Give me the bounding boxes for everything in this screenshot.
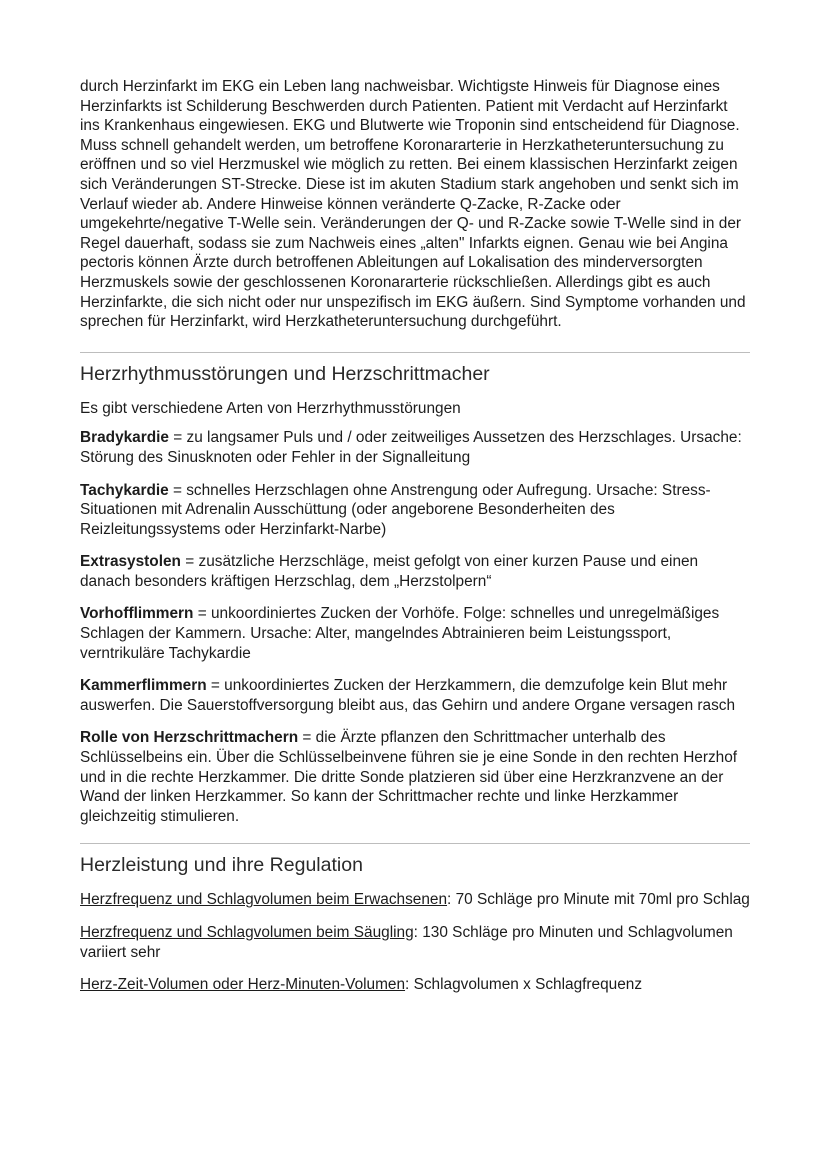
definition-item bbox=[80, 428, 750, 467]
fact-item bbox=[80, 890, 750, 910]
definition-item bbox=[80, 676, 750, 715]
definition-text: = zu langsamer Puls und / oder zeitweiliges Aussetzen des Herzschlages. Ursache: Störung des Sinusknoten oder Fehler in der Signalleitung bbox=[80, 429, 742, 466]
definition-term: Kammerflimmern bbox=[80, 677, 207, 695]
fact-item bbox=[80, 923, 750, 962]
definition-text: = unkoordiniertes Zucken der Herzkammern, die demzufolge kein Blut mehr auswerfen. Die Sauerstoffversorgung bleibt aus, das Gehirn und andere Organe versagen rasch bbox=[80, 677, 736, 714]
definition-text: = schnelles Herzschlagen ohne Anstrengung oder Aufregung. Ursache: Stress-Situationen mit Adrenalin Ausschüttung (oder angeborene Besonderheiten des Reizleitungssystems oder Herzinfarkt-Narbe) bbox=[80, 481, 711, 538]
definition-text: = die Ärzte pflanzen den Schrittmacher unterhalb des Schlüsselbeins ein. Über die Schlüsselbeinvene führen sie je eine Sonde in den rechten Herzhof und in die rechte Herzkammer. Die dritte Sonde platzieren sid über eine Herzkranzvene an der Wand der linken Herzkammer. So kann der Schrittmacher rechte und linke Herzkammer gleichzeitig stimulieren. bbox=[80, 729, 738, 825]
section-divider bbox=[80, 843, 750, 844]
document-page bbox=[80, 77, 750, 1008]
definition-term: Vorhofflimmern bbox=[80, 605, 194, 623]
definition-text: = zusätzliche Herzschläge, meist gefolgt von einer kurzen Pause und einen danach besonders kräftigen Herzschlag, dem „Herzstolpern“ bbox=[80, 553, 699, 590]
definition-item bbox=[80, 552, 750, 591]
intro-paragraph: durch Herzinfarkt im EKG ein Leben lang nachweisbar. Wichtigste Hinweis für Diagnose eines Herzinfarkts ist Schilderung Beschwerden durch Patienten. Patient mit Verdacht auf Herzinfarkt ins Krankenhaus eingewiesen. EKG und Blutwerte wie Troponin sind entscheidend für Diagnose. Muss schnell gehandelt werden, um betroffene Koronararterie in Herzkatheteruntersuchung zu eröffnen und so viel Herzmuskel wie möglich zu retten. Bei einem klassischen Herzinfarkt zeigen sich Veränderungen ST-Strecke. Diese ist im akuten Stadium stark angehoben und senkt sich im Verlauf wieder ab. Andere Hinweise können veränderte Q-Zacke, R-Zacke oder umgekehrte/negative T-Welle sein. Veränderungen der Q- und R-Zacke sowie T-Welle sind in der Regel dauerhaft, sodass sie zum Nachweis eines „alten" Infarkts eignen. Genau wie bei Angina pectoris können Ärzte durch betroffenen Ableitungen auf Lokalisation des minderversorgten Herzmuskels sowie der geschlossenen Koronararterie rückschließen. Allerdings gibt es auch Herzinfarkte, die sich nicht oder nur unspezifisch im EKG äußern. Sind Symptome vorhanden und sprechen für Herzinfarkt, wird Herzkatheteruntersuchung durchgeführt. bbox=[80, 78, 746, 331]
section-lead: Es gibt verschiedene Arten von Herzrhythmusstörungen bbox=[80, 399, 461, 417]
fact-text: : 130 Schläge pro Minuten und Schlagvolumen variiert sehr bbox=[80, 924, 733, 961]
fact-text: : Schlagvolumen x Schlagfrequenz bbox=[405, 976, 643, 994]
definition-item bbox=[80, 728, 750, 826]
section-heading-herzrhythmus: Herzrhythmusstörungen und Herzschrittmacher bbox=[80, 362, 490, 385]
definition-term: Rolle von Herzschrittmachern bbox=[80, 729, 299, 747]
fact-item bbox=[80, 975, 750, 995]
fact-term: Herzfrequenz und Schlagvolumen beim Erwachsenen bbox=[80, 891, 448, 909]
section-heading-herzleistung: Herzleistung und ihre Regulation bbox=[80, 854, 363, 877]
fact-term: Herz-Zeit-Volumen oder Herz-Minuten-Volumen bbox=[80, 976, 406, 994]
definition-text: = unkoordiniertes Zucken der Vorhöfe. Folge: schnelles und unregelmäßiges Schlagen der Kammern. Ursache: Alter, mangelndes Abtrainieren beim Leistungssport, verntrikuläre Tachykardie bbox=[80, 605, 720, 662]
definition-term: Extrasystolen bbox=[80, 553, 181, 571]
section-divider bbox=[80, 352, 750, 353]
fact-text: : 70 Schläge pro Minute mit 70ml pro Schlag bbox=[447, 891, 750, 909]
definition-term: Tachykardie bbox=[80, 481, 169, 499]
definition-item bbox=[80, 604, 750, 663]
fact-term: Herzfrequenz und Schlagvolumen beim Säugling bbox=[80, 924, 414, 941]
definition-item bbox=[80, 481, 750, 540]
definition-term: Bradykardie bbox=[80, 429, 169, 447]
